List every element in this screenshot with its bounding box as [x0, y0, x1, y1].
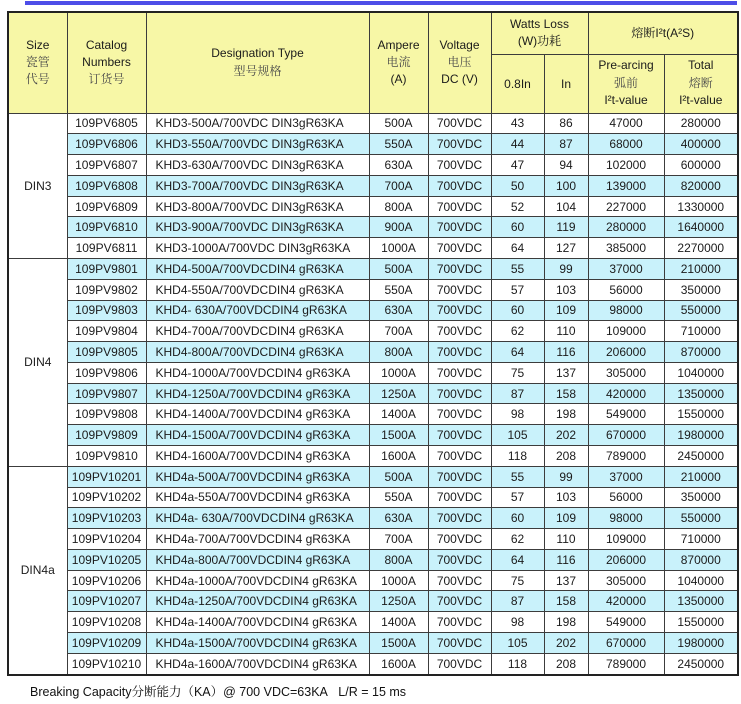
- total-i2t-cell: 400000: [664, 134, 738, 155]
- table-row: [8, 258, 738, 279]
- prearcing-i2t-cell: 420000: [588, 383, 664, 404]
- voltage-cell: 700VDC: [428, 362, 491, 383]
- header-watts-cn: (W)功耗: [517, 34, 562, 49]
- top-accent-line: [25, 1, 737, 5]
- total-i2t-cell: 2450000: [664, 446, 738, 467]
- catalog-number-cell: 109PV6811: [67, 238, 146, 259]
- total-i2t-cell: 550000: [664, 300, 738, 321]
- watts-in-cell: 104: [544, 196, 588, 217]
- watts-08in-cell: 47: [491, 155, 544, 176]
- size-group-cell: DIN3: [8, 113, 67, 258]
- voltage-cell: 700VDC: [428, 570, 491, 591]
- designation-cell: KHD4-700A/700VDCDIN4 gR63KA: [146, 321, 369, 342]
- prearcing-i2t-cell: 206000: [588, 342, 664, 363]
- voltage-cell: 700VDC: [428, 113, 491, 134]
- ampere-cell: 500A: [369, 258, 428, 279]
- prearcing-i2t-cell: 305000: [588, 362, 664, 383]
- prearcing-i2t-cell: 56000: [588, 279, 664, 300]
- total-i2t-cell: 350000: [664, 487, 738, 508]
- ampere-cell: 1000A: [369, 570, 428, 591]
- watts-08in-cell: 43: [491, 113, 544, 134]
- catalog-number-cell: 109PV10203: [67, 508, 146, 529]
- designation-cell: KHD3-550A/700VDC DIN3gR63KA: [146, 134, 369, 155]
- total-i2t-cell: 1550000: [664, 404, 738, 425]
- col-header-voltage: [428, 12, 491, 113]
- catalog-number-cell: 109PV6807: [67, 155, 146, 176]
- ampere-cell: 1400A: [369, 612, 428, 633]
- total-i2t-cell: 1980000: [664, 633, 738, 654]
- header-size-en: Size: [26, 37, 50, 52]
- table-row: [8, 113, 738, 134]
- fuse-spec-table: [7, 11, 739, 676]
- total-i2t-cell: 1040000: [664, 362, 738, 383]
- watts-in-cell: 110: [544, 529, 588, 550]
- header-total-value: I²t-value: [679, 93, 723, 108]
- ampere-cell: 500A: [369, 113, 428, 134]
- header-ampere-en: Ampere: [377, 37, 420, 52]
- total-i2t-cell: 1640000: [664, 217, 738, 238]
- watts-08in-cell: 62: [491, 529, 544, 550]
- table-row: [8, 279, 738, 300]
- table-row: [8, 425, 738, 446]
- prearcing-i2t-cell: 109000: [588, 321, 664, 342]
- voltage-cell: 700VDC: [428, 591, 491, 612]
- voltage-cell: 700VDC: [428, 300, 491, 321]
- prearcing-i2t-cell: 305000: [588, 570, 664, 591]
- watts-08in-cell: 60: [491, 217, 544, 238]
- watts-in-cell: 86: [544, 113, 588, 134]
- designation-cell: KHD4a-800A/700VDCDIN4 gR63KA: [146, 549, 369, 570]
- watts-in-cell: 127: [544, 238, 588, 259]
- watts-in-cell: 208: [544, 653, 588, 675]
- total-i2t-cell: 210000: [664, 258, 738, 279]
- table-row: [8, 300, 738, 321]
- prearcing-i2t-cell: 98000: [588, 508, 664, 529]
- header-voltage-unit: DC (V): [441, 72, 478, 87]
- catalog-number-cell: 109PV10204: [67, 529, 146, 550]
- catalog-number-cell: 109PV10205: [67, 549, 146, 570]
- total-i2t-cell: 280000: [664, 113, 738, 134]
- prearcing-i2t-cell: 109000: [588, 529, 664, 550]
- ampere-cell: 1600A: [369, 653, 428, 675]
- header-prearcing-en: Pre-arcing: [598, 58, 654, 73]
- prearcing-i2t-cell: 549000: [588, 612, 664, 633]
- ampere-cell: 1000A: [369, 362, 428, 383]
- header-voltage-en: Voltage: [439, 37, 480, 52]
- catalog-number-cell: 109PV6806: [67, 134, 146, 155]
- total-i2t-cell: 710000: [664, 321, 738, 342]
- watts-08in-cell: 64: [491, 342, 544, 363]
- catalog-number-cell: 109PV6808: [67, 175, 146, 196]
- catalog-number-cell: 109PV10206: [67, 570, 146, 591]
- watts-in-cell: 158: [544, 383, 588, 404]
- watts-08in-cell: 64: [491, 238, 544, 259]
- catalog-number-cell: 109PV10209: [67, 633, 146, 654]
- ampere-cell: 1000A: [369, 238, 428, 259]
- table-row: [8, 591, 738, 612]
- catalog-number-cell: 109PV9808: [67, 404, 146, 425]
- watts-in-cell: 99: [544, 258, 588, 279]
- total-i2t-cell: 1040000: [664, 570, 738, 591]
- catalog-number-cell: 109PV9802: [67, 279, 146, 300]
- designation-cell: KHD4a-550A/700VDCDIN4 gR63KA: [146, 487, 369, 508]
- header-ampere-cn: 电流: [386, 55, 411, 70]
- voltage-cell: 700VDC: [428, 446, 491, 467]
- table-row: [8, 570, 738, 591]
- table-body: [8, 113, 738, 675]
- col-header-prearcing: [588, 54, 664, 113]
- ampere-cell: 800A: [369, 196, 428, 217]
- watts-08in-cell: 87: [491, 383, 544, 404]
- voltage-cell: 700VDC: [428, 155, 491, 176]
- total-i2t-cell: 1550000: [664, 612, 738, 633]
- voltage-cell: 700VDC: [428, 383, 491, 404]
- prearcing-i2t-cell: 280000: [588, 217, 664, 238]
- designation-cell: KHD4a-1500A/700VDCDIN4 gR63KA: [146, 633, 369, 654]
- watts-in-cell: 119: [544, 217, 588, 238]
- voltage-cell: 700VDC: [428, 508, 491, 529]
- catalog-number-cell: 109PV6809: [67, 196, 146, 217]
- prearcing-i2t-cell: 670000: [588, 633, 664, 654]
- watts-in-cell: 103: [544, 487, 588, 508]
- voltage-cell: 700VDC: [428, 549, 491, 570]
- size-group-cell: DIN4a: [8, 466, 67, 675]
- ampere-cell: 550A: [369, 279, 428, 300]
- ampere-cell: 700A: [369, 529, 428, 550]
- ampere-cell: 630A: [369, 155, 428, 176]
- watts-in-cell: 110: [544, 321, 588, 342]
- designation-cell: KHD4-1400A/700VDCDIN4 gR63KA: [146, 404, 369, 425]
- watts-in-cell: 100: [544, 175, 588, 196]
- ampere-cell: 630A: [369, 508, 428, 529]
- ampere-cell: 700A: [369, 175, 428, 196]
- catalog-number-cell: 109PV10210: [67, 653, 146, 675]
- col-header-i2t: 熔断I²t(A²S): [588, 12, 738, 54]
- total-i2t-cell: 1350000: [664, 591, 738, 612]
- total-i2t-cell: 350000: [664, 279, 738, 300]
- prearcing-i2t-cell: 227000: [588, 196, 664, 217]
- catalog-number-cell: 109PV6805: [67, 113, 146, 134]
- designation-cell: KHD4a-1400A/700VDCDIN4 gR63KA: [146, 612, 369, 633]
- watts-08in-cell: 44: [491, 134, 544, 155]
- prearcing-i2t-cell: 670000: [588, 425, 664, 446]
- watts-08in-cell: 75: [491, 570, 544, 591]
- ampere-cell: 800A: [369, 342, 428, 363]
- designation-cell: KHD4-1250A/700VDCDIN4 gR63KA: [146, 383, 369, 404]
- ampere-cell: 1400A: [369, 404, 428, 425]
- voltage-cell: 700VDC: [428, 279, 491, 300]
- watts-in-cell: 94: [544, 155, 588, 176]
- voltage-cell: 700VDC: [428, 175, 491, 196]
- prearcing-i2t-cell: 789000: [588, 446, 664, 467]
- designation-cell: KHD4a-1000A/700VDCDIN4 gR63KA: [146, 570, 369, 591]
- table-row: [8, 466, 738, 487]
- watts-08in-cell: 98: [491, 404, 544, 425]
- watts-in-cell: 99: [544, 466, 588, 487]
- designation-cell: KHD3-1000A/700VDC DIN3gR63KA: [146, 238, 369, 259]
- watts-in-cell: 109: [544, 300, 588, 321]
- voltage-cell: 700VDC: [428, 321, 491, 342]
- watts-in-cell: 103: [544, 279, 588, 300]
- voltage-cell: 700VDC: [428, 196, 491, 217]
- table-header: [8, 12, 738, 113]
- catalog-number-cell: 109PV9803: [67, 300, 146, 321]
- watts-in-cell: 137: [544, 362, 588, 383]
- total-i2t-cell: 710000: [664, 529, 738, 550]
- prearcing-i2t-cell: 37000: [588, 258, 664, 279]
- prearcing-i2t-cell: 98000: [588, 300, 664, 321]
- catalog-number-cell: 109PV9804: [67, 321, 146, 342]
- watts-08in-cell: 55: [491, 466, 544, 487]
- catalog-number-cell: 109PV9807: [67, 383, 146, 404]
- catalog-number-cell: 109PV10201: [67, 466, 146, 487]
- col-header-0p8in: 0.8In: [491, 54, 544, 113]
- table-row: [8, 508, 738, 529]
- header-row-top: [8, 12, 738, 54]
- catalog-number-cell: 109PV9801: [67, 258, 146, 279]
- watts-08in-cell: 75: [491, 362, 544, 383]
- watts-in-cell: 158: [544, 591, 588, 612]
- prearcing-i2t-cell: 47000: [588, 113, 664, 134]
- designation-cell: KHD4-1000A/700VDCDIN4 gR63KA: [146, 362, 369, 383]
- catalog-number-cell: 109PV9810: [67, 446, 146, 467]
- table-row: [8, 196, 738, 217]
- col-header-total: [664, 54, 738, 113]
- prearcing-i2t-cell: 549000: [588, 404, 664, 425]
- ampere-cell: 500A: [369, 466, 428, 487]
- watts-in-cell: 202: [544, 633, 588, 654]
- header-watts-en: Watts Loss: [510, 16, 569, 31]
- prearcing-i2t-cell: 789000: [588, 653, 664, 675]
- col-header-in: In: [544, 54, 588, 113]
- watts-08in-cell: 105: [491, 425, 544, 446]
- total-i2t-cell: 820000: [664, 175, 738, 196]
- table-row: [8, 383, 738, 404]
- total-i2t-cell: 1980000: [664, 425, 738, 446]
- watts-in-cell: 137: [544, 570, 588, 591]
- designation-cell: KHD4a-500A/700VDCDIN4 gR63KA: [146, 466, 369, 487]
- designation-cell: KHD4-500A/700VDCDIN4 gR63KA: [146, 258, 369, 279]
- table-row: [8, 321, 738, 342]
- total-i2t-cell: 870000: [664, 342, 738, 363]
- watts-08in-cell: 105: [491, 633, 544, 654]
- table-row: [8, 653, 738, 675]
- total-i2t-cell: 600000: [664, 155, 738, 176]
- designation-cell: KHD3-700A/700VDC DIN3gR63KA: [146, 175, 369, 196]
- prearcing-i2t-cell: 139000: [588, 175, 664, 196]
- designation-cell: KHD4a-700A/700VDCDIN4 gR63KA: [146, 529, 369, 550]
- total-i2t-cell: 1350000: [664, 383, 738, 404]
- col-header-designation: [146, 12, 369, 113]
- size-group-cell: DIN4: [8, 258, 67, 466]
- prearcing-i2t-cell: 385000: [588, 238, 664, 259]
- voltage-cell: 700VDC: [428, 653, 491, 675]
- catalog-number-cell: 109PV10207: [67, 591, 146, 612]
- table-row: [8, 238, 738, 259]
- watts-08in-cell: 62: [491, 321, 544, 342]
- watts-in-cell: 109: [544, 508, 588, 529]
- designation-cell: KHD4-550A/700VDCDIN4 gR63KA: [146, 279, 369, 300]
- table-row: [8, 362, 738, 383]
- ampere-cell: 1500A: [369, 633, 428, 654]
- prearcing-i2t-cell: 420000: [588, 591, 664, 612]
- designation-cell: KHD4a-1250A/700VDCDIN4 gR63KA: [146, 591, 369, 612]
- header-prearcing-cn: 弧前: [613, 75, 638, 90]
- total-i2t-cell: 2450000: [664, 653, 738, 675]
- table-row: [8, 487, 738, 508]
- voltage-cell: 700VDC: [428, 342, 491, 363]
- header-total-en: Total: [688, 58, 714, 73]
- table-row: [8, 134, 738, 155]
- designation-cell: KHD3-800A/700VDC DIN3gR63KA: [146, 196, 369, 217]
- prearcing-i2t-cell: 56000: [588, 487, 664, 508]
- header-size-cn1: 瓷管: [25, 55, 50, 70]
- voltage-cell: 700VDC: [428, 612, 491, 633]
- ampere-cell: 700A: [369, 321, 428, 342]
- designation-cell: KHD3-630A/700VDC DIN3gR63KA: [146, 155, 369, 176]
- breaking-capacity-note: Breaking Capacity分断能力（KA）@ 700 VDC=63KA L/R = 15 ms: [30, 685, 407, 699]
- watts-08in-cell: 118: [491, 653, 544, 675]
- prearcing-i2t-cell: 206000: [588, 549, 664, 570]
- watts-in-cell: 116: [544, 549, 588, 570]
- watts-in-cell: 198: [544, 612, 588, 633]
- watts-08in-cell: 57: [491, 487, 544, 508]
- table-row: [8, 217, 738, 238]
- catalog-number-cell: 109PV9806: [67, 362, 146, 383]
- designation-cell: KHD4-800A/700VDCDIN4 gR63KA: [146, 342, 369, 363]
- watts-08in-cell: 87: [491, 591, 544, 612]
- voltage-cell: 700VDC: [428, 404, 491, 425]
- watts-08in-cell: 118: [491, 446, 544, 467]
- catalog-number-cell: 109PV9809: [67, 425, 146, 446]
- designation-cell: KHD3-500A/700VDC DIN3gR63KA: [146, 113, 369, 134]
- col-header-size: [8, 12, 67, 113]
- watts-in-cell: 87: [544, 134, 588, 155]
- header-prearcing-value: I²t-value: [604, 93, 648, 108]
- header-size-cn2: 代号: [25, 72, 50, 87]
- watts-08in-cell: 98: [491, 612, 544, 633]
- watts-08in-cell: 52: [491, 196, 544, 217]
- voltage-cell: 700VDC: [428, 217, 491, 238]
- header-catalog-en1: Catalog: [85, 37, 128, 52]
- ampere-cell: 1600A: [369, 446, 428, 467]
- table-row: [8, 529, 738, 550]
- header-catalog-cn: 订货号: [88, 72, 125, 87]
- ampere-cell: 550A: [369, 134, 428, 155]
- table-row: [8, 155, 738, 176]
- header-total-cn: 熔断: [688, 75, 713, 90]
- total-i2t-cell: 210000: [664, 466, 738, 487]
- ampere-cell: 1250A: [369, 383, 428, 404]
- total-i2t-cell: 2270000: [664, 238, 738, 259]
- catalog-number-cell: 109PV9805: [67, 342, 146, 363]
- watts-in-cell: 116: [544, 342, 588, 363]
- prearcing-i2t-cell: 37000: [588, 466, 664, 487]
- catalog-number-cell: 109PV10208: [67, 612, 146, 633]
- ampere-cell: 550A: [369, 487, 428, 508]
- watts-in-cell: 198: [544, 404, 588, 425]
- table-row: [8, 549, 738, 570]
- voltage-cell: 700VDC: [428, 466, 491, 487]
- table-row: [8, 175, 738, 196]
- prearcing-i2t-cell: 68000: [588, 134, 664, 155]
- catalog-number-cell: 109PV10202: [67, 487, 146, 508]
- col-header-watts-loss: [491, 12, 588, 54]
- ampere-cell: 800A: [369, 549, 428, 570]
- designation-cell: KHD4- 630A/700VDCDIN4 gR63KA: [146, 300, 369, 321]
- watts-in-cell: 208: [544, 446, 588, 467]
- designation-cell: KHD4a- 630A/700VDCDIN4 gR63KA: [146, 508, 369, 529]
- watts-08in-cell: 57: [491, 279, 544, 300]
- ampere-cell: 1250A: [369, 591, 428, 612]
- designation-cell: KHD3-900A/700VDC DIN3gR63KA: [146, 217, 369, 238]
- voltage-cell: 700VDC: [428, 134, 491, 155]
- header-designation-cn: 型号规格: [233, 63, 282, 78]
- designation-cell: KHD4a-1600A/700VDCDIN4 gR63KA: [146, 653, 369, 675]
- voltage-cell: 700VDC: [428, 425, 491, 446]
- watts-08in-cell: 55: [491, 258, 544, 279]
- voltage-cell: 700VDC: [428, 487, 491, 508]
- designation-cell: KHD4-1600A/700VDCDIN4 gR63KA: [146, 446, 369, 467]
- total-i2t-cell: 1330000: [664, 196, 738, 217]
- voltage-cell: 700VDC: [428, 633, 491, 654]
- catalog-number-cell: 109PV6810: [67, 217, 146, 238]
- voltage-cell: 700VDC: [428, 258, 491, 279]
- voltage-cell: 700VDC: [428, 529, 491, 550]
- watts-08in-cell: 60: [491, 508, 544, 529]
- watts-08in-cell: 64: [491, 549, 544, 570]
- header-ampere-unit: (A): [390, 72, 407, 87]
- table-row: [8, 342, 738, 363]
- table-row: [8, 633, 738, 654]
- header-voltage-cn: 电压: [447, 55, 472, 70]
- ampere-cell: 1500A: [369, 425, 428, 446]
- ampere-cell: 630A: [369, 300, 428, 321]
- watts-in-cell: 202: [544, 425, 588, 446]
- col-header-catalog: [67, 12, 146, 113]
- designation-cell: KHD4-1500A/700VDCDIN4 gR63KA: [146, 425, 369, 446]
- voltage-cell: 700VDC: [428, 238, 491, 259]
- ampere-cell: 900A: [369, 217, 428, 238]
- header-catalog-en2: Numbers: [82, 55, 131, 70]
- total-i2t-cell: 870000: [664, 549, 738, 570]
- table-row: [8, 612, 738, 633]
- watts-08in-cell: 60: [491, 300, 544, 321]
- prearcing-i2t-cell: 102000: [588, 155, 664, 176]
- table-row: [8, 404, 738, 425]
- header-designation-en: Designation Type: [211, 46, 304, 61]
- table-row: [8, 446, 738, 467]
- col-header-ampere: [369, 12, 428, 113]
- total-i2t-cell: 550000: [664, 508, 738, 529]
- watts-08in-cell: 50: [491, 175, 544, 196]
